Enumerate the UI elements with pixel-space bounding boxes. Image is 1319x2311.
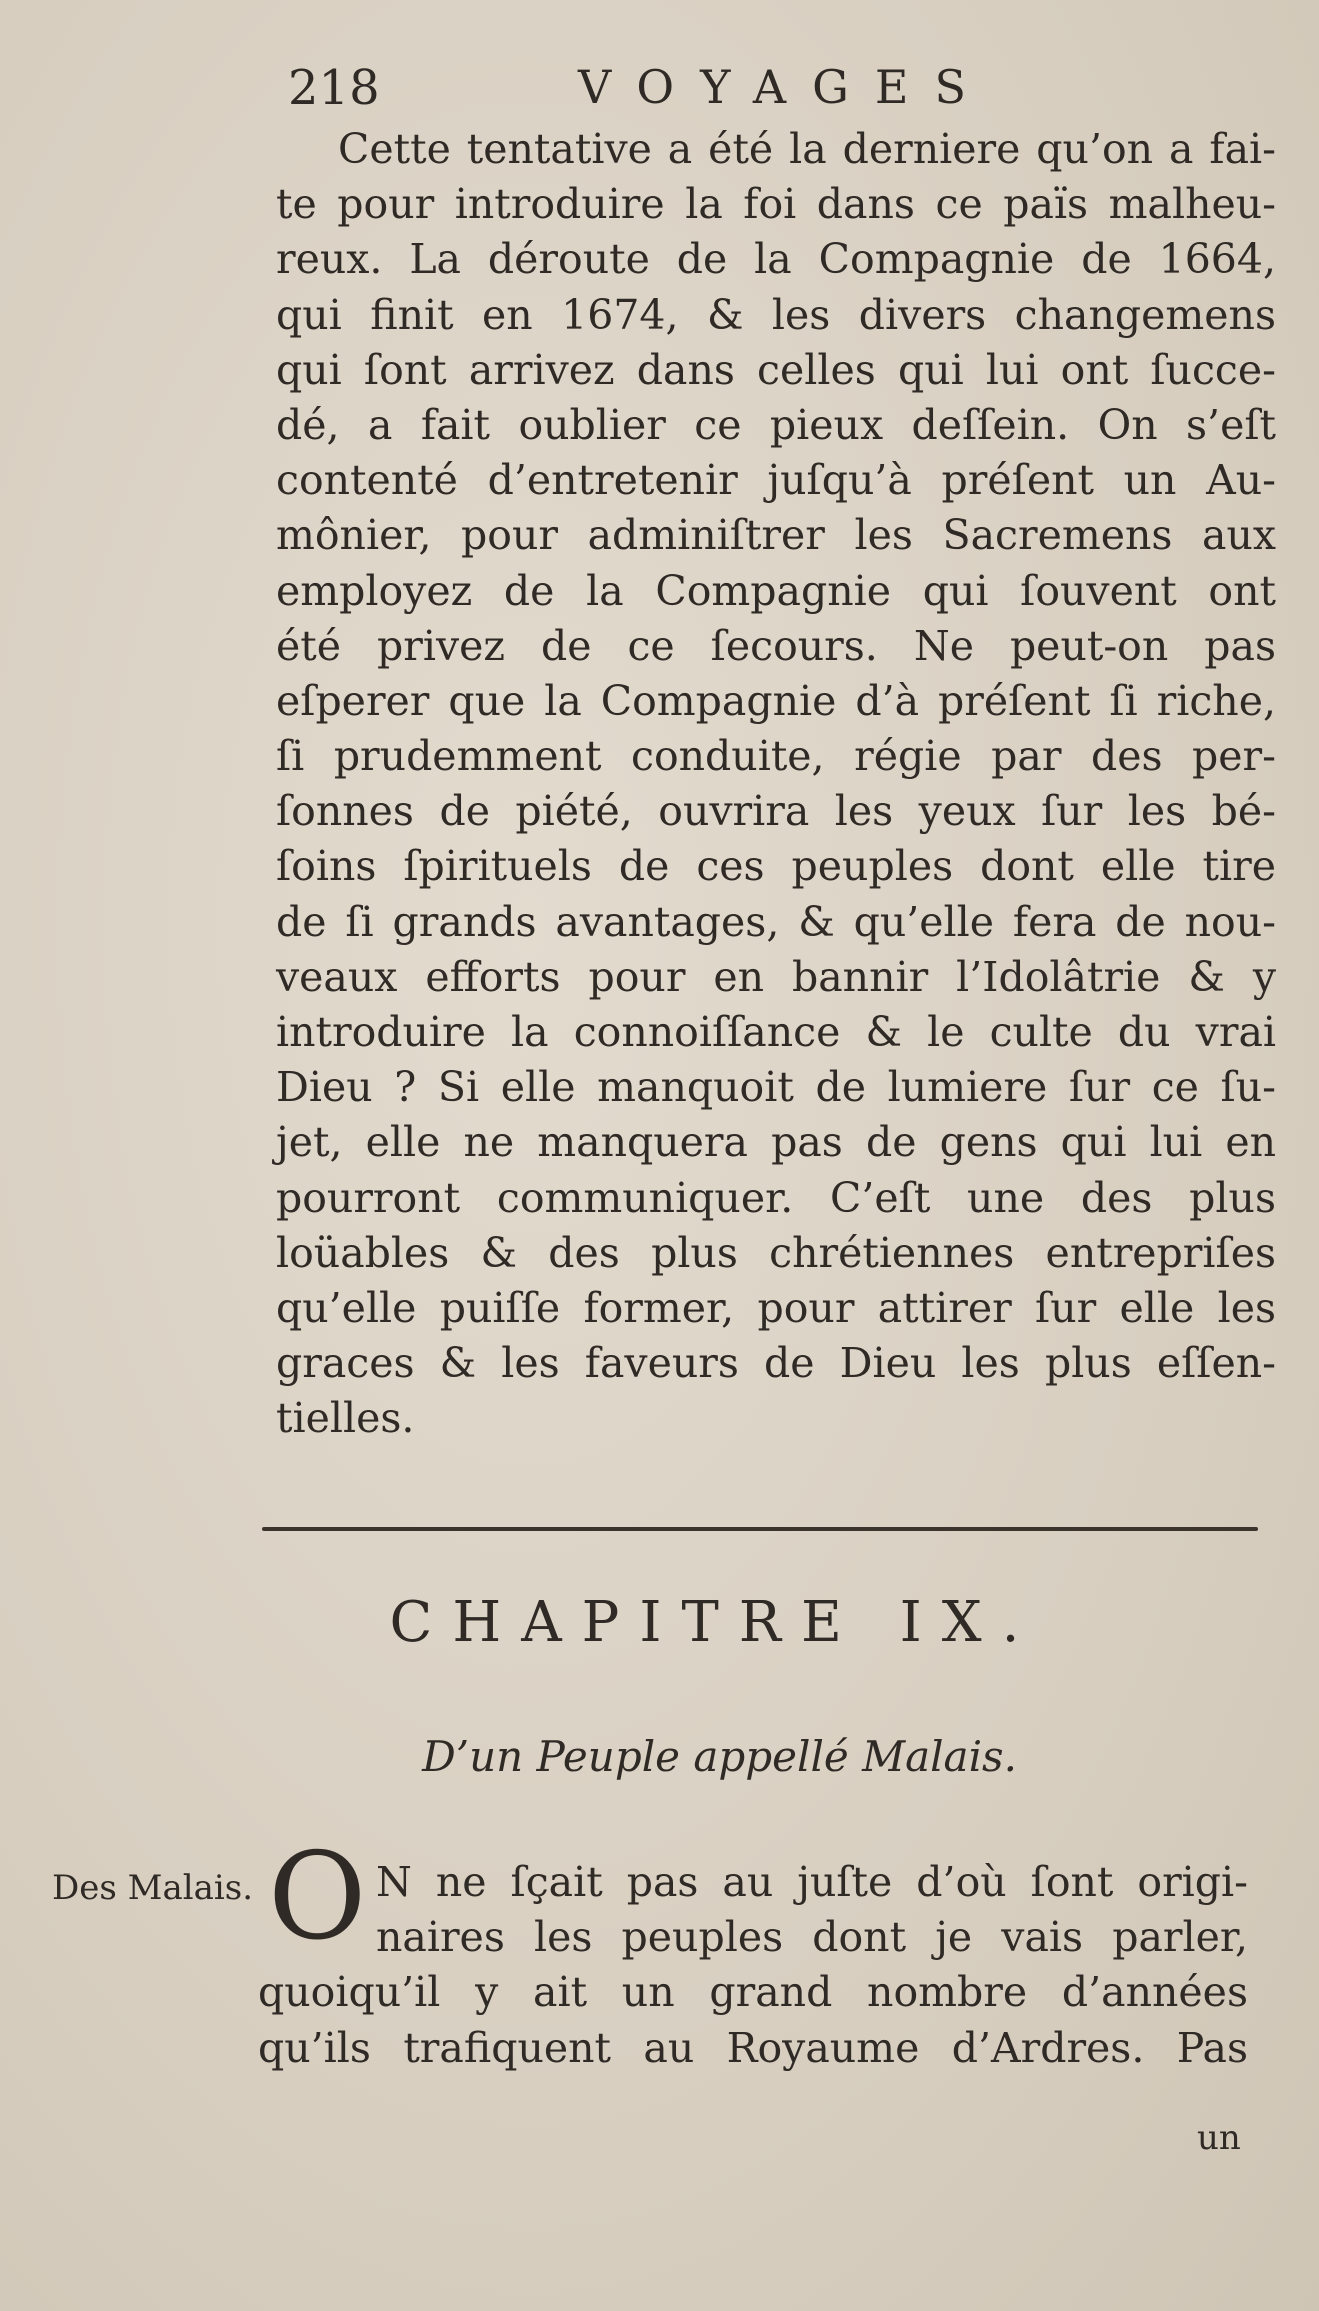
running-title: VOYAGES	[578, 60, 992, 114]
catchword: un	[1197, 2118, 1241, 2158]
text-line: ſi prudemment conduite, régie par des per-	[276, 732, 1276, 781]
main-paragraph	[276, 122, 1276, 1447]
text-line: veaux efforts pour en bannir l’Idolâtrie & y	[276, 952, 1276, 1001]
text-line: qui ſont arrivez dans celles qui lui ont ſucce-	[276, 345, 1276, 394]
text-line: introduire la connoiſſance & le culte du vrai	[276, 1008, 1276, 1056]
text-line: reux. La déroute de la Compagnie de 1664,	[276, 235, 1276, 284]
text-line: employez de la Compagnie qui ſouvent ont	[276, 566, 1276, 615]
text-line: qu’ils trafiquent au Royaume d’Ardres. Pas	[258, 2023, 1248, 2072]
text-line: jet, elle ne manquera pas de gens qui lui en	[276, 1118, 1276, 1167]
chapter-title: CHAPITRE IX.	[389, 1590, 1040, 1655]
text-line: ſoins ſpirituels de ces peuples dont elle tire	[276, 842, 1276, 891]
text-line: Cette tentative a été la derniere qu’on a fai-	[338, 125, 1276, 173]
text-line: mônier, pour adminiſtrer les Sacremens aux	[276, 511, 1276, 560]
text-line: ſonnes de piété, ouvrira les yeux ſur les bé-	[276, 787, 1276, 836]
section-divider	[262, 1527, 1258, 1531]
text-line: quoiqu’il y ait un grand nombre d’années	[258, 1968, 1248, 2017]
text-line: te pour introduire la foi dans ce païs malheu-	[276, 180, 1276, 229]
text-line: contenté d’entretenir juſqu’à préſent un Au-	[276, 456, 1276, 505]
page-number: 218	[288, 60, 380, 116]
text-line: N ne ſçait pas au juſte d’où ſont origi-	[376, 1858, 1248, 1906]
text-line: dé, a fait oublier ce pieux deſſein. On s’eſt	[276, 400, 1276, 449]
text-line: qui finit en 1674, & les divers changemens	[276, 290, 1276, 339]
text-line: loüables & des plus chrétiennes entrepriſes	[276, 1228, 1276, 1277]
chapter-subtitle: D’un Peuple appellé Malais.	[422, 1732, 1017, 1781]
text-line: de ſi grands avantages, & qu’elle fera de nou-	[276, 897, 1276, 946]
text-line: eſperer que la Compagnie d’à préſent ſi riche,	[276, 676, 1276, 725]
text-line: naires les peuples dont je vais parler,	[376, 1913, 1248, 1962]
text-line: graces & les faveurs de Dieu les plus eſſen-	[276, 1339, 1276, 1388]
text-line: pourront communiquer. C’eſt une des plus	[276, 1173, 1276, 1222]
text-line: Dieu ? Si elle manquoit de lumiere ſur ce ſu-	[276, 1063, 1276, 1112]
text-line: été privez de ce ſecours. Ne peut-on pas	[276, 621, 1276, 670]
text-line: tielles.	[276, 1394, 415, 1443]
text-line: qu’elle puiſſe former, pour attirer ſur elle les	[276, 1283, 1276, 1332]
drop-cap: O	[268, 1828, 367, 1967]
margin-note: Des Malais.	[52, 1868, 253, 1908]
chapter-paragraph	[258, 1855, 1248, 2076]
